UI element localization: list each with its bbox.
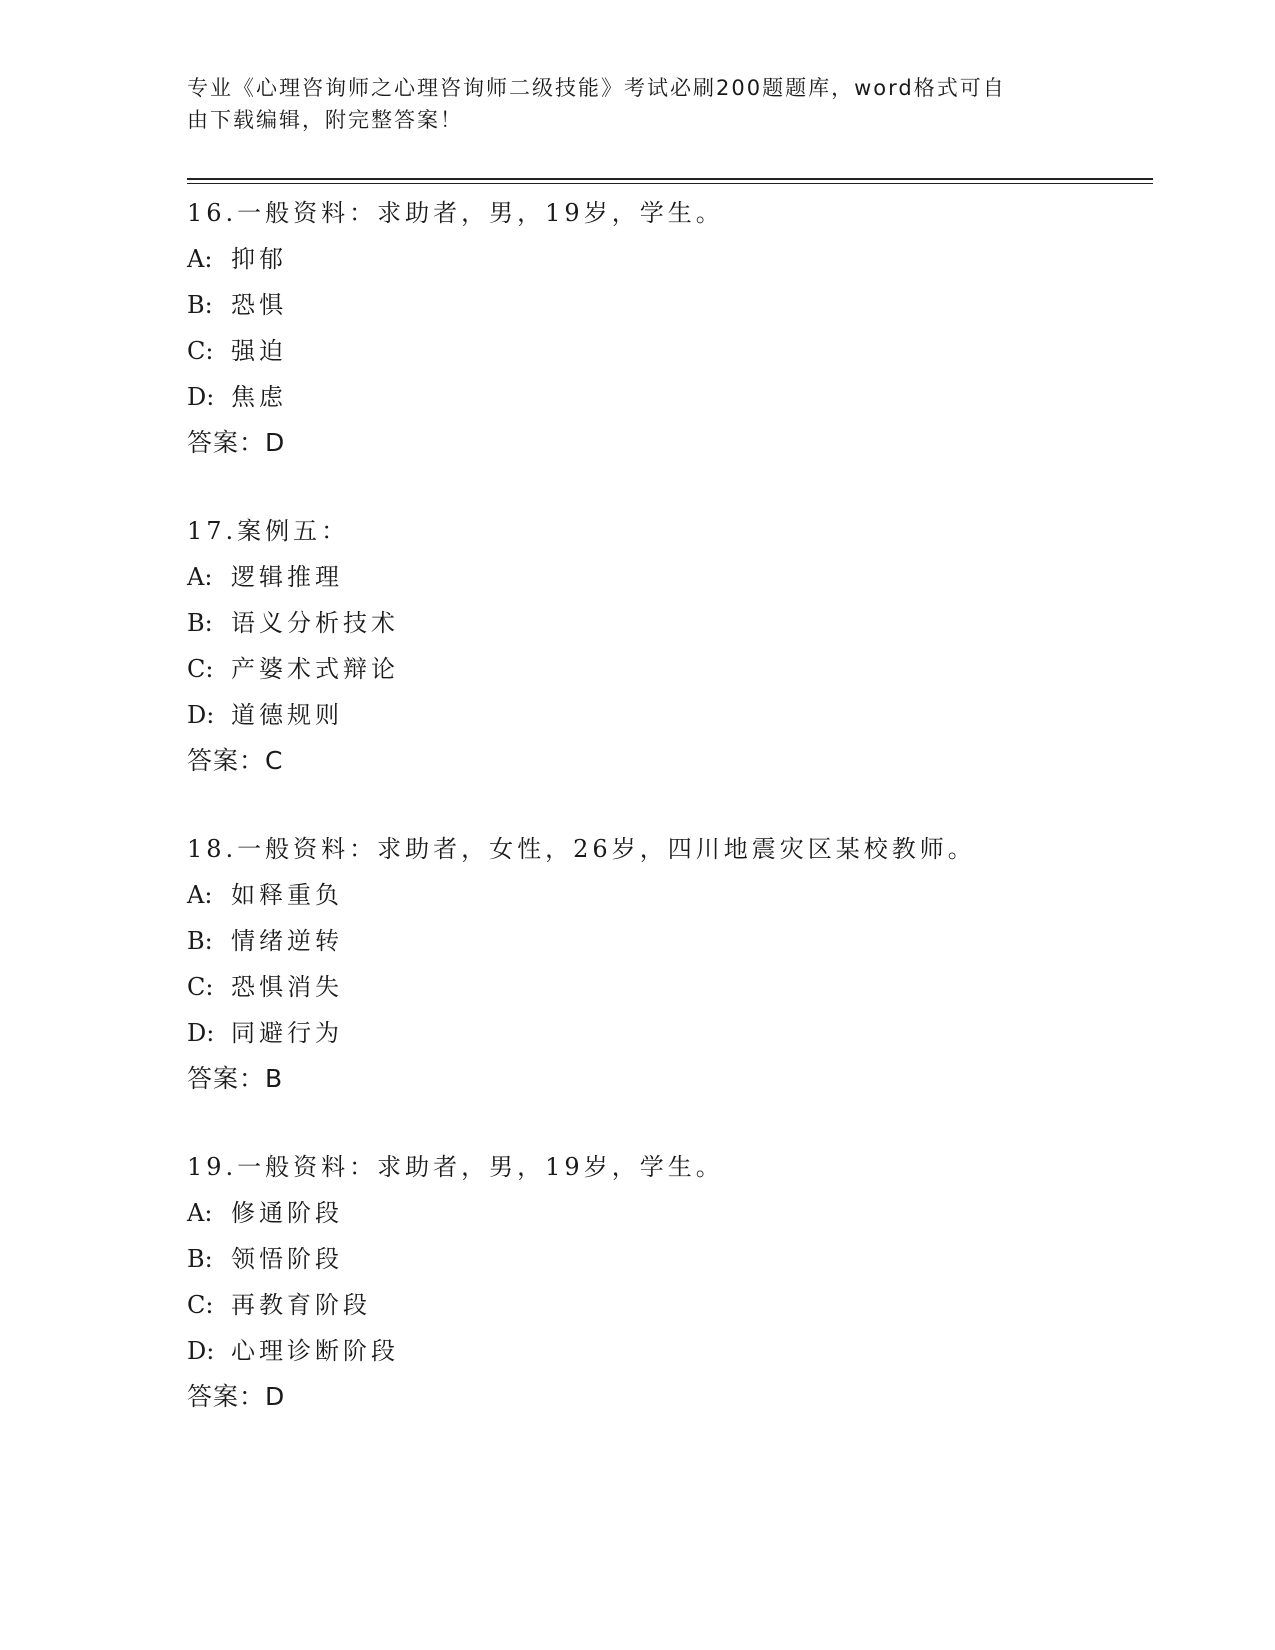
option-c <box>187 1282 1153 1328</box>
question-18 <box>187 826 1153 1102</box>
option-key: D: <box>187 1019 215 1047</box>
option-key: A: <box>187 881 213 909</box>
option-c <box>187 964 1153 1010</box>
question-17 <box>187 508 1153 784</box>
option-a <box>187 554 1153 600</box>
option-b <box>187 1236 1153 1282</box>
header-line-1: 专业《心理咨询师之心理咨询师二级技能》考试必刷200题题库，word格式可自 <box>187 76 1006 100</box>
option-c <box>187 328 1153 374</box>
question-list <box>187 190 1153 1462</box>
option-d <box>187 1328 1153 1374</box>
option-key: A: <box>187 245 213 273</box>
option-key: D: <box>187 701 215 729</box>
option-a <box>187 1190 1153 1236</box>
answer-line: 答案：B <box>187 1064 284 1093</box>
option-b <box>187 918 1153 964</box>
question-stem: 17.案例五： <box>187 517 350 545</box>
option-d <box>187 692 1153 738</box>
option-key: D: <box>187 1337 215 1365</box>
option-text: 同避行为 <box>231 1019 343 1047</box>
option-key: B: <box>187 609 213 637</box>
option-text: 领悟阶段 <box>231 1245 343 1273</box>
option-text: 情绪逆转 <box>231 927 343 955</box>
option-text: 修通阶段 <box>231 1199 343 1227</box>
question-16 <box>187 190 1153 466</box>
option-text: 语义分析技术 <box>231 609 399 637</box>
option-key: C: <box>187 337 214 365</box>
option-b <box>187 600 1153 646</box>
option-key: B: <box>187 1245 213 1273</box>
option-d <box>187 374 1153 420</box>
document-header <box>187 72 1067 136</box>
option-text: 如释重负 <box>231 881 343 909</box>
option-text: 心理诊断阶段 <box>231 1337 399 1365</box>
option-text: 逻辑推理 <box>231 563 343 591</box>
option-b <box>187 282 1153 328</box>
question-19 <box>187 1144 1153 1420</box>
option-key: B: <box>187 291 213 319</box>
question-stem: 19.一般资料：求助者，男，19岁，学生。 <box>187 1153 724 1181</box>
header-line-2: 由下载编辑，附完整答案！ <box>187 108 463 132</box>
header-divider-thin <box>187 183 1153 184</box>
question-stem: 16.一般资料：求助者，男，19岁，学生。 <box>187 199 724 227</box>
option-key: A: <box>187 1199 213 1227</box>
option-key: B: <box>187 927 213 955</box>
option-text: 再教育阶段 <box>231 1291 371 1319</box>
option-text: 焦虑 <box>231 383 287 411</box>
option-key: C: <box>187 973 214 1001</box>
option-text: 道德规则 <box>231 701 343 729</box>
option-key: D: <box>187 383 215 411</box>
question-stem: 18.一般资料：求助者，女性，26岁，四川地震灾区某校教师。 <box>187 835 976 863</box>
option-key: A: <box>187 563 213 591</box>
answer-line: 答案：D <box>187 1382 286 1411</box>
option-text: 产婆术式辩论 <box>231 655 399 683</box>
option-c <box>187 646 1153 692</box>
option-text: 强迫 <box>231 337 287 365</box>
option-key: C: <box>187 1291 214 1319</box>
answer-line: 答案：D <box>187 428 286 457</box>
option-a <box>187 236 1153 282</box>
answer-line: 答案：C <box>187 746 284 775</box>
option-d <box>187 1010 1153 1056</box>
option-text: 恐惧消失 <box>231 973 343 1001</box>
header-divider-thick <box>187 178 1153 180</box>
option-a <box>187 872 1153 918</box>
option-key: C: <box>187 655 214 683</box>
option-text: 抑郁 <box>231 245 287 273</box>
option-text: 恐惧 <box>231 291 287 319</box>
